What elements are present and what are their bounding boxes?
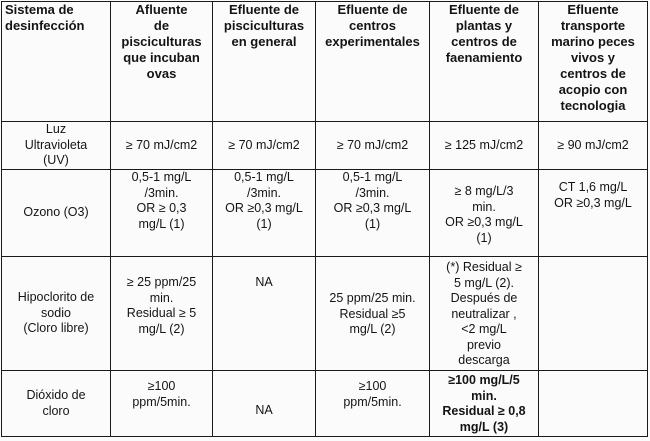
cell-line: 25 ppm/25 min. <box>329 291 416 305</box>
cell-line: (UV) <box>43 153 69 168</box>
cell-line: mg/L (3) <box>459 419 509 434</box>
ozono-cell-2 <box>213 170 316 257</box>
cell-line: (Cloro libre) <box>23 321 89 336</box>
cell-line: centros de <box>560 66 626 81</box>
cell-line: OR ≥0,3 mg/L <box>225 201 303 215</box>
uv-cell-1 <box>111 122 213 170</box>
dioxido-cell-5 <box>539 371 648 437</box>
cell-line: Luz <box>45 122 67 137</box>
cell-line: descarga <box>458 353 510 367</box>
cell-line: Dióxido de <box>26 388 86 402</box>
ozono-cell-3 <box>316 170 430 257</box>
cell-line: cloro <box>42 403 70 418</box>
cell-line: sodio <box>41 305 71 320</box>
cell-line: ovas <box>146 66 177 81</box>
cell-line: Residual ≥ 5 <box>126 306 197 320</box>
cell-line: pisciculturas <box>121 34 202 49</box>
cell-line: NA <box>255 403 273 417</box>
cell-line: mg/L (2) <box>138 321 185 336</box>
cell-line: Residual ≥ 0,8 <box>442 404 526 418</box>
cell-line: transporte <box>560 18 626 33</box>
cell-line: ppm/5min. <box>132 394 191 409</box>
cell-line: NA <box>255 275 273 289</box>
uv-cell-4 <box>430 122 539 170</box>
row-dioxido <box>2 371 648 437</box>
cell-line: ≥ 70 mJ/cm2 <box>228 137 300 152</box>
header-efluente-experimentales <box>316 2 430 122</box>
cell-line: ≥ 70 mJ/cm2 <box>336 137 409 152</box>
header-sistema <box>2 2 111 122</box>
cell-line: ≥ 125 mJ/cm2 <box>444 137 524 152</box>
cell-line: (1) <box>476 230 492 245</box>
cell-line: 0,5-1 mg/L <box>131 170 192 184</box>
uv-cell-3 <box>316 122 430 170</box>
cell-line: /3min. <box>355 185 390 200</box>
cell-line: ≥100 <box>147 379 176 393</box>
header-efluente-pisciculturas <box>213 2 316 122</box>
cell-line: OR ≥0,3 mg/L <box>554 195 632 210</box>
cell-line: (*) Residual ≥ <box>446 260 522 274</box>
cell-line: Sistema de <box>5 2 74 17</box>
hipoclorito-cell-5 <box>539 257 648 371</box>
cell-line: ≥ 8 mg/L/3 <box>454 184 514 198</box>
cell-line: marino peces <box>551 34 635 49</box>
row-ozono <box>2 170 648 257</box>
cell-line: neutralizar , <box>451 306 517 321</box>
row-label-ozono <box>2 170 111 257</box>
disinfection-table <box>1 1 648 437</box>
row-hipoclorito <box>2 257 648 371</box>
cell-line: acopio con <box>558 82 628 97</box>
cell-line: ≥100 mg/L/5 <box>448 373 520 387</box>
hipoclorito-cell-4 <box>430 257 539 371</box>
cell-line: /3min. <box>246 185 282 200</box>
cell-line: Afluente <box>135 2 188 17</box>
cell-line: OR ≥0,3 mg/L <box>333 201 412 215</box>
row-label-uv <box>2 122 111 170</box>
cell-line: Después de <box>450 291 518 305</box>
uv-cell-5 <box>539 122 648 170</box>
cell-line: que incuban <box>123 50 200 65</box>
cell-line: Ultravioleta <box>24 137 88 152</box>
cell-line: Efluente de <box>228 2 300 17</box>
cell-line: en general <box>231 34 297 49</box>
cell-line: (1) <box>256 216 272 231</box>
cell-line: OR ≥ 0,3 <box>136 201 187 215</box>
cell-line: /3min. <box>144 185 179 200</box>
row-uv <box>2 122 648 170</box>
dioxido-cell-4 <box>430 371 539 437</box>
cell-line: ≥ 70 mJ/cm2 <box>125 137 198 152</box>
header-row <box>2 2 648 122</box>
cell-line: de <box>153 18 170 33</box>
cell-line: tecnologia <box>560 98 626 113</box>
header-efluente-faenamiento <box>430 2 539 122</box>
cell-line: mg/L (2) <box>349 322 396 336</box>
cell-line: desinfección <box>5 18 85 33</box>
cell-line: ≥100 <box>358 379 387 393</box>
cell-line: 0,5-1 mg/L <box>234 170 294 184</box>
ozono-cell-5 <box>539 170 648 257</box>
cell-line: Efluente <box>567 2 619 17</box>
cell-line: plantas y <box>455 18 513 33</box>
cell-line: Efluente de <box>337 2 408 17</box>
cell-line: ≥ 90 mJ/cm2 <box>557 137 629 152</box>
cell-line: (1) <box>364 216 381 231</box>
dioxido-cell-2 <box>213 371 316 437</box>
hipoclorito-cell-1 <box>111 257 213 371</box>
cell-line: Efluente de <box>448 2 520 17</box>
cell-line: faenamiento <box>445 50 523 65</box>
cell-line: min. <box>472 199 496 214</box>
cell-line: centros <box>349 18 396 33</box>
cell-line: Ozono (O3) <box>23 205 89 220</box>
ozono-cell-4 <box>430 170 539 257</box>
cell-line: ≥ 25 ppm/25 <box>126 275 197 289</box>
dioxido-cell-1 <box>111 371 213 437</box>
cell-line: mg/L (1) <box>138 216 185 231</box>
cell-line: min. <box>149 290 174 305</box>
dioxido-cell-3 <box>316 371 430 437</box>
cell-line: Residual ≥5 <box>339 306 406 321</box>
hipoclorito-cell-2 <box>213 257 316 371</box>
hipoclorito-cell-3 <box>316 257 430 371</box>
cell-line: ppm/5min. <box>343 394 402 409</box>
cell-line: CT 1,6 mg/L <box>558 180 628 194</box>
header-afluente-pisciculturas-ovas <box>111 2 213 122</box>
cell-line: pisciculturas <box>223 18 305 33</box>
cell-line: <2 mg/L <box>461 322 507 336</box>
ozono-cell-1 <box>111 170 213 257</box>
cell-line: 5 mg/L (2). <box>454 275 514 290</box>
cell-line: experimentales <box>325 34 420 49</box>
cell-line: centros de <box>451 34 517 49</box>
cell-line: min. <box>471 388 497 403</box>
row-label-hipoclorito <box>2 257 111 371</box>
cell-line: OR ≥0,3 mg/L <box>445 215 523 229</box>
cell-line: 0,5-1 mg/L <box>342 170 403 184</box>
cell-line: vivos y <box>570 50 616 65</box>
header-efluente-transporte <box>539 2 648 122</box>
cell-line: Hipoclorito de <box>17 290 95 305</box>
row-label-dioxido <box>2 371 111 437</box>
uv-cell-2 <box>213 122 316 170</box>
cell-line: previo <box>466 337 502 352</box>
